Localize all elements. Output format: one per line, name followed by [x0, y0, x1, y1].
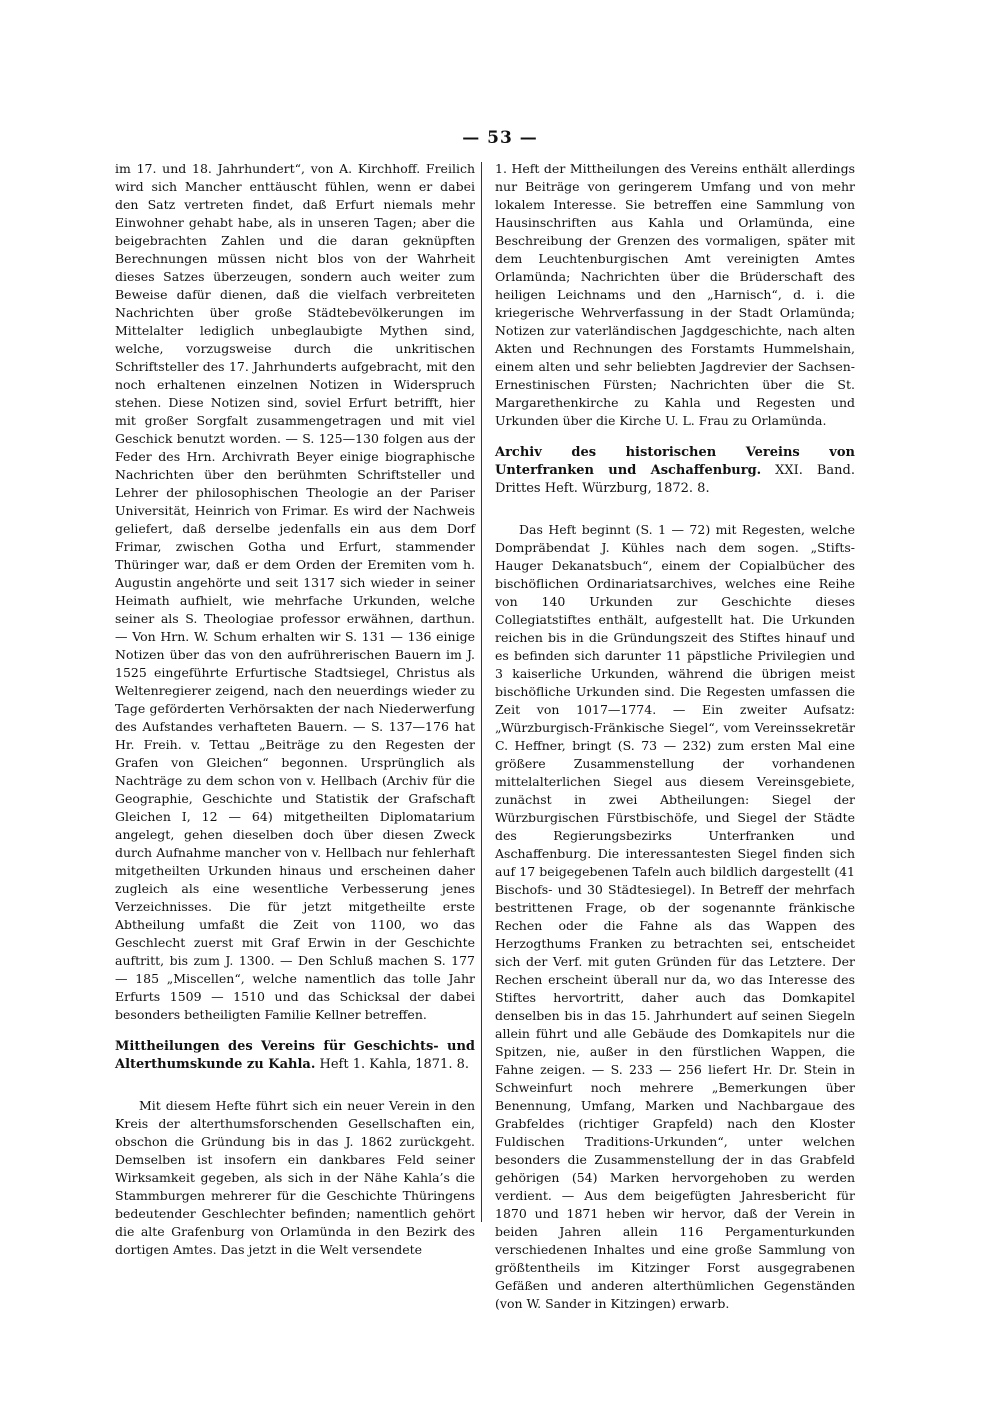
right-column — [495, 160, 855, 1311]
right-paragraph-1: 1. Heft der Mittheilungen des Vereins enthält allerdings nur Beiträge von geringerem Umfang und von mehr lokalem Interesse. Sie betreffen eine Sammlung von Hausinschriften aus Kahla und Orlamünda, eine Beschreibung der Grenzen des vormaligen, später mit dem Leuchtenburgischen Amt vereinigten Amtes Orlamünda; Nachrichten über die Brüderschaft des heiligen Leichnams und den „Harnisch“, d. i. die kriegerische Wehrverfassung in der Stadt Orlamünda; Notizen zur vaterländischen Jagdgeschichte, nach alten Akten und Rechnungen des Forstamts Hummelshain, einem alten und sehr beliebten Jagdrevier der Sachsen-Ernestinischen Fürsten; Nachrichten über die St. Margarethenkirche zu Kahla und Regesten und Urkunden über die Kirche U. L. Frau zu Orlamünda. — [495, 161, 855, 428]
left-heading-details: Heft 1. Kahla, 1871. 8. — [315, 1057, 469, 1072]
page-number: — 53 — — [462, 128, 538, 148]
right-paragraph-2: Das Heft beginnt (S. 1 — 72) mit Regesten, welche Dompräbendat J. Kühles nach dem sogen. „Stifts-Hauger Dekanatsbuch“, einem der Copialbücher des bischöflichen Ordinariatsarchives, welches eine Reihe von 140 Urkunden zur Geschichte dieses Collegiatstiftes enthält, aufgestellt hat. Die Urkunden reichen bis in die Gründungszeit des Stiftes hinauf und es befinden sich darunter 11 päpstliche Privilegien und 3 kaiserliche Urkunden, während die übrigen meist bischöfliche Urkunden sind. Die Regesten umfassen die Zeit von 1017—1774. — Ein zweiter Aufsatz: „Würzburgisch-Fränkische Siegel“, vom Vereinssekretär C. Heffner, bringt (S. 73 — 232) zum ersten Mal eine größere Zusammenstellung der vorhandenen mittelalterlichen Siegel aus diesem Vereinsgebiete, zunächst in zwei Abtheilungen: Siegel der Würzburgischen Fürstbischöfe, und Siegel der Städte des Regierungsbezirks Unterfranken und Aschaffenburg. Die interessantesten Siegel finden sich auf 17 beigegebenen Tafeln auch bildlich dargestellt (41 Bischofs- und 30 Städtesiegel). In Betreff der mehrfach bestrittenen Frage, ob der sogenannte fränkische Rechen oder die Fahne als das Wappen des Herzogthums Franken zu betrachten sei, entscheidet sich der Verf. mit guten Gründen für das Letztere. Der Rechen erscheint überall nur da, wo das Interesse des Stiftes hervortritt, daher auch das Domkapitel denselben bis in das 15. Jahrhundert auf seinen Siegeln allein führt und alle Gebäude des Domkapitels nur die Spitzen, nie, außer in den fürstlichen Wappen, die Fahne zeigen. — S. 233 — 256 liefert Hr. Dr. Stein in Schweinfurt noch mehrere „Bemerkungen über Benennung, Umfang, Marken und Nachbargaue des Grabfeldes (richtiger Grapfeld) nach den Kloster Fuldischen Traditions-Urkunden“, unter welchen besonders die Zusammenstellung der in das Grabfeld gehörigen (54) Marken hervorgehoben zu werden verdient. — Aus dem beigefügten Jahresbericht für 1870 und 1871 heben wir hervor, daß der Verein in beiden Jahren allein 116 Pergamenturkunden verschiedenen Inhaltes und eine große Sammlung von größtentheils im Kitzinger Forst ausgegrabenen Gefäßen und anderen alterthümlichen Gegenständen (von W. Sander in Kitzingen) erwarb. — [495, 522, 855, 1311]
left-heading-title: Mittheilungen des Vereins für Geschichts- und Alterthumskunde zu Kahla. — [115, 1039, 475, 1072]
left-paragraph-2: Mit diesem Hefte führt sich ein neuer Verein in den Kreis der alterthumsforschenden Gesellschaften ein, obschon die Gründung bis in das J. 1862 zurückgeht. Demselben ist insofern ein dankbares Feld seiner Wirksamkeit gegeben, als sich in der Nähe Kahla’s die Stammburgen mehrerer für die Geschichte Thüringens bedeutender Geschlechter befinden; namentlich gehört die alte Grafenburg von Orlamünda in den Bezirk des dortigen Amtes. Das jetzt in die Welt versendete — [115, 1098, 475, 1257]
column-divider — [481, 162, 482, 1222]
right-section-heading — [495, 444, 855, 498]
left-paragraph-1: im 17. und 18. Jahrhundert“, von A. Kirchhoff. Freilich wird sich Mancher enttäuscht fühlen, wenn er dabei den Satz vertreten findet, daß Erfurt niemals mehr Einwohner gehabt habe, als in unseren Tagen; aber die beigebrachten Zahlen und die daran geknüpften Berechnungen müssen nicht blos von der Wahrheit dieses Satzes überzeugen, sondern auch weiter zum Beweise dafür dienen, daß die vielfach verbreiteten Nachrichten über große Städtebevölkerungen im Mittelalter lediglich unbeglaubigte Mythen sind, welche, vorzugsweise durch die unkritischen Schriftsteller des 17. Jahrhunderts aufgebracht, mit den noch erhaltenen einzelnen Notizen in Widerspruch stehen. Diese Notizen sind, soviel Erfurt betrifft, hier mit großer Sorgfalt zusammengetragen und mit viel Geschick benutzt worden. — S. 125—130 folgen aus der Feder des Hrn. Archivrath Beyer einige biographische Nachrichten über den berühmten Schriftsteller und Lehrer der philosophischen Theologie an der Pariser Universität, Heinrich von Frimar. Es wird der Nachweis geliefert, daß derselbe jedenfalls ein aus dem Dorf Frimar, zwischen Gotha und Erfurt, stammender Thüringer war, daß er dem Orden der Eremiten vom h. Augustin angehörte und seit 1317 sich wieder in seiner Heimath aufhielt, wie mehrfache Urkunden, welche seiner als S. Theologiae professor erwähnen, darthun. — Von Hrn. W. Schum erhalten wir S. 131 — 136 einige Notizen über das von den aufrührerischen Bauern im J. 1525 eingeführte Erfurtische Stadtsiegel, Christus als Weltenregierer zeigend, nach den neuerdings wieder zu Tage geförderten Verhörsakten der nach Niederwerfung des Aufstandes verhafteten Bauern. — S. 137—176 hat Hr. Freih. v. Tettau „Beiträge zu den Regesten der Grafen von Gleichen“ begonnen. Ursprünglich als Nachträge zu dem schon von v. Hellbach (Archiv für die Geographie, Geschichte und Statistik der Grafschaft Gleichen I, 12 — 64) mitgetheilten Diplomatarium angelegt, gehen dieselben doch über diesen Zweck durch Aufnahme mancher von v. Hellbach nur fehlerhaft mitgetheilten Urkunden hinaus und erscheinen daher zugleich als eine wesentliche Verbesserung jenes Verzeichnisses. Die für jetzt mitgetheilte erste Abtheilung umfaßt die Zeit von 1100, wo das Geschlecht zuerst mit Graf Erwin in der Geschichte auftritt, bis zum J. 1300. — Den Schluß machen S. 177 — 185 „Miscellen“, welche namentlich das tolle Jahr Erfurts 1509 — 1510 und das Schicksal der dabei besonders betheiligten Familie Kellner betreffen. — [115, 161, 475, 1022]
left-column — [115, 160, 475, 1257]
left-section-heading — [115, 1038, 475, 1074]
right-heading-details: XXI. Band. Drittes Heft. Würzburg, 1872. 8. — [495, 463, 855, 496]
right-heading-title: Archiv des historischen Vereins von Unterfranken und Aschaffenburg. — [495, 445, 855, 478]
